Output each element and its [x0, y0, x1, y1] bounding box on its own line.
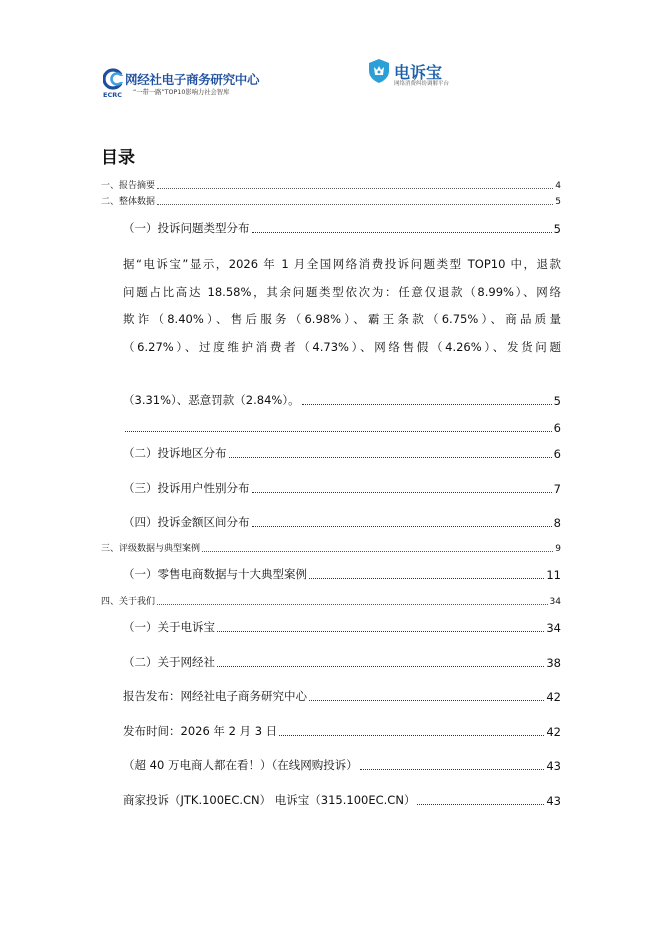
- toc-entry-page: 34: [546, 621, 561, 635]
- toc-entry[interactable]: [123, 723, 561, 739]
- toc-entry-label: 二、整体数据: [101, 197, 156, 207]
- dianshubao-logo: [368, 58, 488, 94]
- toc-paragraph-line: （6.27%）、过度维护消费者（4.73%）、网络售假（4.26%）、发货问题: [123, 339, 561, 354]
- toc-entry-page: 5: [555, 197, 561, 207]
- toc-entry[interactable]: [123, 480, 561, 496]
- toc-leader: [217, 666, 544, 667]
- toc-entry-page: 42: [546, 690, 561, 704]
- toc-entry[interactable]: [101, 195, 561, 207]
- toc-paragraph-entry[interactable]: [123, 251, 561, 361]
- toc-entry-page: 9: [555, 544, 561, 554]
- toc-entry-label: （一）投诉问题类型分布: [123, 221, 250, 235]
- dianshubao-logo-slogan: 网络消费纠纷调解平台: [394, 81, 450, 87]
- toc-entry[interactable]: [101, 542, 561, 554]
- toc-entry-label: （3.31%）、恶意罚款（2.84%）。: [123, 393, 300, 407]
- toc-entry[interactable]: [101, 179, 561, 191]
- shield-icon: [368, 58, 390, 84]
- toc-entry[interactable]: [123, 688, 561, 704]
- toc-leader: [309, 578, 544, 579]
- toc-entry-label: 四、关于我们: [101, 597, 156, 607]
- toc-leader: [157, 188, 553, 189]
- toc-entry-label: （二）投诉地区分布: [123, 446, 227, 460]
- toc-entry-page: 7: [553, 482, 561, 496]
- ecrc-logo-slogan: “一带一路”TOP10影响力社会智库: [133, 89, 230, 96]
- toc-entry[interactable]: [123, 566, 561, 582]
- toc-entry-page: 5: [553, 222, 561, 236]
- toc-entry[interactable]: [123, 445, 561, 461]
- toc-entry-page: 42: [546, 725, 561, 739]
- toc-entry-label: （三）投诉用户性别分布: [123, 481, 250, 495]
- toc-entry-label: （二）关于网经社: [123, 655, 215, 669]
- toc-entry-page: 6: [553, 421, 561, 435]
- toc-entry-page: 34: [549, 597, 561, 607]
- toc-entry-label: 一、报告摘要: [101, 181, 156, 191]
- toc-entry-label: 发布时间：2026 年 2 月 3 日: [123, 724, 278, 738]
- toc-leader: [157, 604, 548, 605]
- toc-entry-label: （一）关于电诉宝: [123, 620, 215, 634]
- toc-entry-label: （四）投诉金额区间分布: [123, 515, 250, 529]
- toc-paragraph-line: 问题占比高达 18.58%，其余问题类型依次为：任意仅退款（8.99%）、网络: [123, 284, 561, 299]
- toc-entry-page: 43: [546, 794, 561, 808]
- toc-entry-label: （超 40 万电商人都在看！）（在线网购投诉）: [123, 758, 358, 772]
- dianshubao-logo-name: 电诉宝: [394, 63, 443, 82]
- toc-entry[interactable]: [123, 220, 561, 236]
- toc-entry[interactable]: [123, 514, 561, 530]
- toc-entry-label: 商家投诉（JTK.100EC.CN） 电诉宝（315.100EC.CN）: [123, 793, 416, 807]
- toc-entry[interactable]: [101, 595, 561, 607]
- toc-leader: [309, 700, 544, 701]
- toc-entry-page: 6: [553, 447, 561, 461]
- toc-leader: [217, 631, 544, 632]
- toc-leader: [157, 204, 553, 205]
- toc-entry-label: 报告发布：网经社电子商务研究中心: [123, 689, 307, 703]
- toc-leader: [202, 551, 553, 552]
- toc-leader: [229, 457, 552, 458]
- ecrc-logo-abbr: ECRC: [103, 91, 122, 99]
- toc-title: 目录: [101, 148, 135, 168]
- toc-entry[interactable]: [123, 792, 561, 808]
- toc-entry-page: 4: [555, 181, 561, 191]
- toc-paragraph-line: 据“电诉宝”显示，2026 年 1 月全国网络消费投诉问题类型 TOP10 中，退款: [123, 257, 561, 271]
- toc-entry[interactable]: [123, 392, 561, 408]
- toc-leader: [360, 769, 545, 770]
- toc-entry[interactable]: [123, 654, 561, 670]
- toc-entry-label: 三、评级数据与典型案例: [101, 544, 201, 554]
- toc-leader: [279, 735, 544, 736]
- toc-entry-page: 38: [546, 656, 561, 670]
- toc-leader: [252, 526, 552, 527]
- toc-entry[interactable]: [123, 757, 561, 773]
- toc-entry-label: （一）零售电商数据与十大典型案例: [123, 567, 307, 581]
- toc-paragraph-line: 欺诈（8.40%）、售后服务（6.98%）、霸王条款（6.75%）、商品质量: [123, 312, 561, 327]
- ecrc-logo: [103, 66, 273, 106]
- toc-leader: [302, 404, 552, 405]
- toc-leader: [252, 232, 552, 233]
- toc-entry[interactable]: [123, 619, 561, 635]
- toc-entry-page: 8: [553, 516, 561, 530]
- toc-entry-page: 11: [546, 568, 561, 582]
- toc-leader: [252, 492, 552, 493]
- toc-leader: [125, 431, 552, 432]
- toc-entry-blank[interactable]: [123, 419, 561, 435]
- toc-entry-page: 5: [553, 394, 561, 408]
- toc-entry-page: 43: [546, 759, 561, 773]
- ecrc-logo-name: 网经社电子商务研究中心: [125, 72, 260, 87]
- toc-leader: [417, 804, 544, 805]
